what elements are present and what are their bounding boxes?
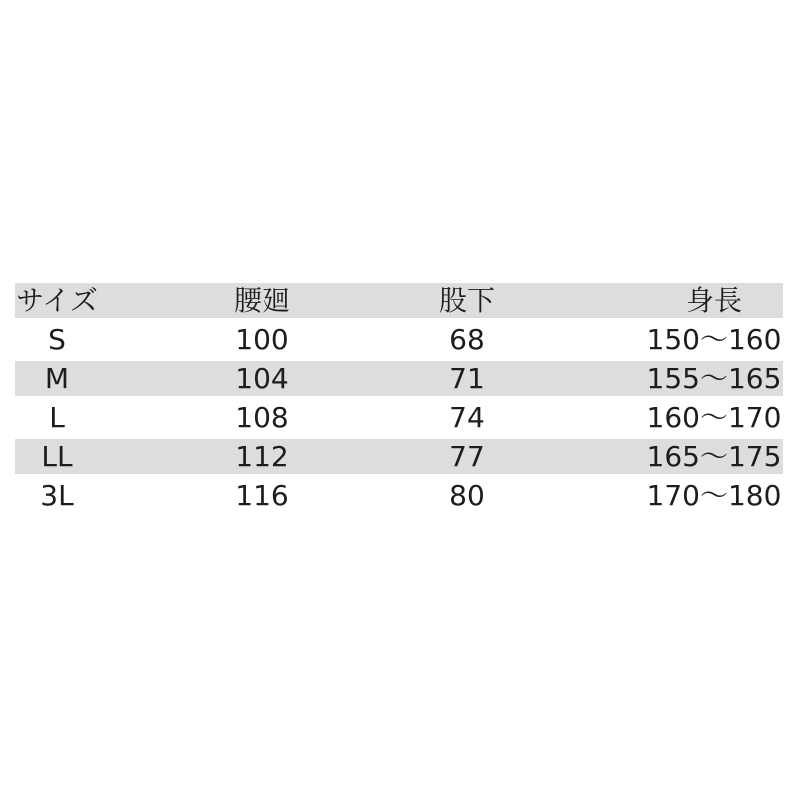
cell-size: LL [41, 439, 73, 473]
cell-size: M [44, 361, 70, 395]
table-row [15, 400, 783, 435]
table-row [15, 361, 783, 396]
cell-size: 3L [40, 478, 74, 512]
cell-inseam: 71 [449, 361, 485, 395]
cell-waist: 100 [235, 322, 289, 356]
cell-waist: 108 [235, 400, 289, 434]
cell-waist: 104 [235, 361, 289, 395]
cell-size: L [49, 400, 65, 434]
cell-height: 160〜170 [646, 400, 782, 434]
header-cell-height: 身長 [685, 283, 742, 317]
header-cell-waist: 腰廻 [233, 283, 290, 317]
cell-size: S [48, 322, 66, 356]
table-row [15, 322, 783, 357]
cell-height: 155〜165 [646, 361, 782, 395]
cell-waist: 112 [235, 439, 289, 473]
cell-height: 170〜180 [646, 478, 782, 512]
cell-inseam: 77 [449, 439, 485, 473]
cell-inseam: 74 [449, 400, 485, 434]
cell-height: 150〜160 [646, 322, 782, 356]
cell-height: 165〜175 [646, 439, 782, 473]
header-cell-size: サイズ [16, 283, 98, 317]
table-row [15, 478, 783, 513]
cell-inseam: 68 [449, 322, 485, 356]
header-cell-inseam: 股下 [438, 283, 495, 317]
cell-waist: 116 [235, 478, 289, 512]
table-header-row [15, 283, 783, 318]
cell-inseam: 80 [449, 478, 485, 512]
size-chart-table [15, 283, 783, 517]
table-row [15, 439, 783, 474]
